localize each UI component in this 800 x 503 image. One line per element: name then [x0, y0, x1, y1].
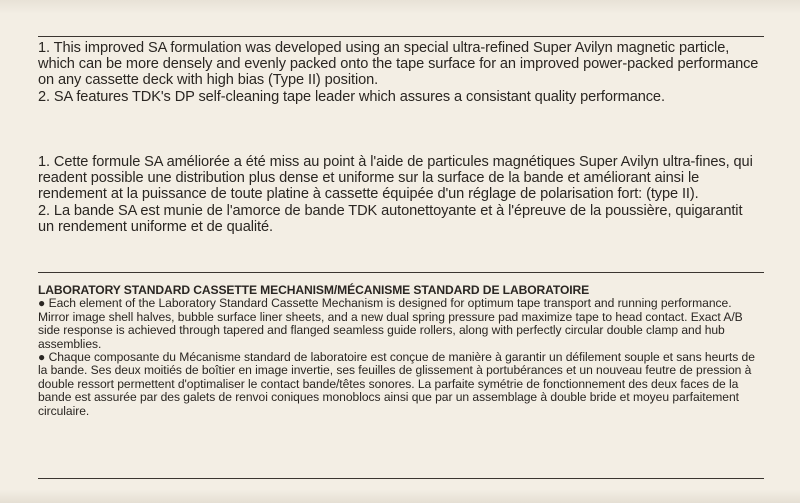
bottom-paper-edge	[0, 490, 800, 503]
laboratory-heading: LABORATORY STANDARD CASSETTE MECHANISM/MÉCANISME STANDARD DE LABORATOIRE	[38, 283, 590, 297]
top-paper-edge	[0, 0, 800, 14]
laboratory-section	[38, 284, 762, 418]
top-divider-rule	[38, 36, 764, 37]
english-paragraph-2: 2. SA features TDK's DP self-cleaning tape leader which assures a consistant quality performance.	[38, 88, 665, 105]
laboratory-bullet-french: ● Chaque composante du Mécanisme standard de laboratoire est conçue de manière à garantir un défilement souple et sans heurts de la bande. Ses deux moitiés de boîtier en image invertie, ses feuilles de glissement à portubérances et un nouveau feutre de pression à double ressort permettent d'optimaliser le contact bande/têtes sonores. La parfaite symétrie de fonctionnement des deux faces de la bande est assurée par des galets de renvoi coniques monoblocs ainsi que par un assemblage à double bride et moyeu parfaitement circulaire.	[38, 350, 755, 418]
english-paragraph-1: 1. This improved SA formulation was developed using an special ultra-refined Super Avilyn magnetic particle, which can be more densely and evenly packed onto the tape surface for an improved power-packed performance on any cassette deck with high bias (Type II) position.	[38, 40, 759, 89]
french-section	[38, 154, 762, 235]
french-paragraph-1: 1. Cette formule SA améliorée a été miss au point à l'aide de particules magnétiques Super Avilyn ultra-fines, qui readent possible une distribution plus dense et uniforme sur la surface de la bande et améliorant ainsi le rendement at la puissance de toute platine à cassette équipée d'un réglage de polarisation fort: (type II).	[38, 154, 753, 203]
laboratory-bullet-english: ● Each element of the Laboratory Standard Cassette Mechanism is designed for optimum tape transport and running performance. Mirror image shell halves, bubble surface liner sheets, and a new dual spring pressure pad maximize tape to head contact. Exact A/B side response is achieved through tapered and flanged seamless guide rollers, along with perfectly circular double clamp and hub assemblies.	[38, 296, 743, 351]
bottom-divider-rule	[38, 478, 764, 479]
french-paragraph-2: 2. La bande SA est munie de l'amorce de bande TDK autonettoyante et à l'épreuve de la poussière, quigarantit un rendement uniforme et de qualité.	[38, 202, 743, 235]
english-section	[38, 40, 762, 105]
middle-divider-rule	[38, 272, 764, 273]
